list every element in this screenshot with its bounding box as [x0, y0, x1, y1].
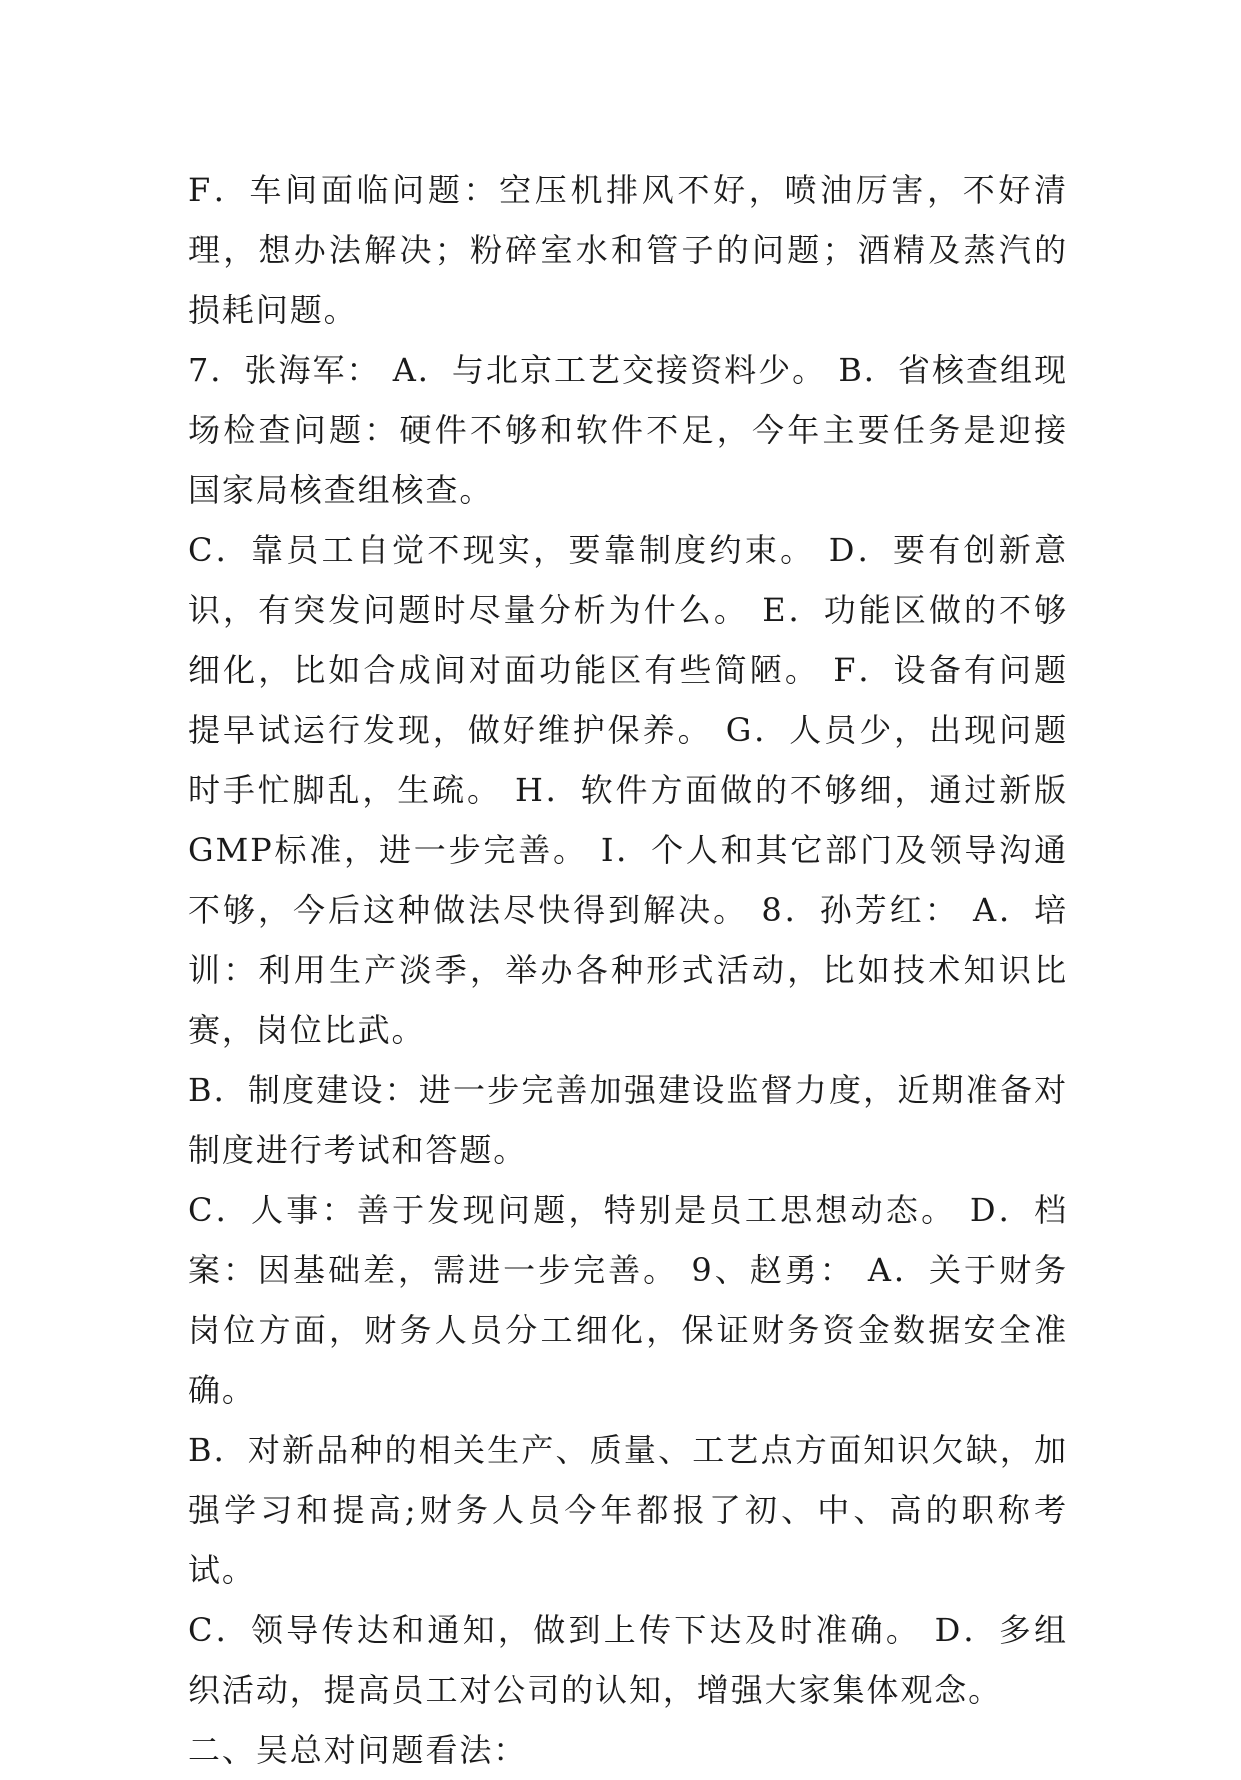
paragraph-personnel-archives: C．人事：善于发现问题，特别是员工思想动态。 D．档案：因基础差，需进一步完善。 9、赵勇： A．关于财务岗位方面，财务人员分工细化，保证财务资金数据安全准确。 [188, 1191, 1068, 1409]
paragraph-zhang-haijun-cont: C．靠员工自觉不现实，要靠制度约束。 D．要有创新意识，有突发问题时尽量分析为什么。 E．功能区做的不够细化，比如合成间对面功能区有些简陋。 F．设备有问题提早试运行发现，做好维护保养。 G．人员少，出现问题时手忙脚乱，生疏。 H．软件方面做的不够细，通过新版GMP标准，进一步完善。 I．个人和其它部门及领导沟通不够，今后这种做法尽快得到解决。 8．孙芳红： A．培训：利用生产淡季，举办各种形式活动，比如技术知识比赛，岗位比武。 [188, 531, 1068, 1049]
paragraph-communication: C．领导传达和通知，做到上传下达及时准确。 D．多组织活动，提高员工对公司的认知，增强大家集体观念。 [188, 1611, 1068, 1709]
paragraph-workshop-issues: F．车间面临问题：空压机排风不好，喷油厉害，不好清理，想办法解决；粉碎室水和管子的问题；酒精及蒸汽的损耗问题。 [188, 171, 1068, 329]
document-body [188, 160, 1068, 1780]
paragraph-system-building: B．制度建设：进一步完善加强建设监督力度，近期准备对制度进行考试和答题。 [188, 1071, 1068, 1169]
paragraph-zhang-haijun: 7．张海军： A．与北京工艺交接资料少。 B．省核查组现场检查问题：硬件不够和软件不足，今年主要任务是迎接国家局核查组核查。 [188, 351, 1068, 509]
section-heading: 二、吴总对问题看法： [188, 1731, 528, 1769]
paragraph-new-products: B．对新品种的相关生产、质量、工艺点方面知识欠缺，加强学习和提高;财务人员今年都报了初、中、高的职称考试。 [188, 1431, 1068, 1589]
